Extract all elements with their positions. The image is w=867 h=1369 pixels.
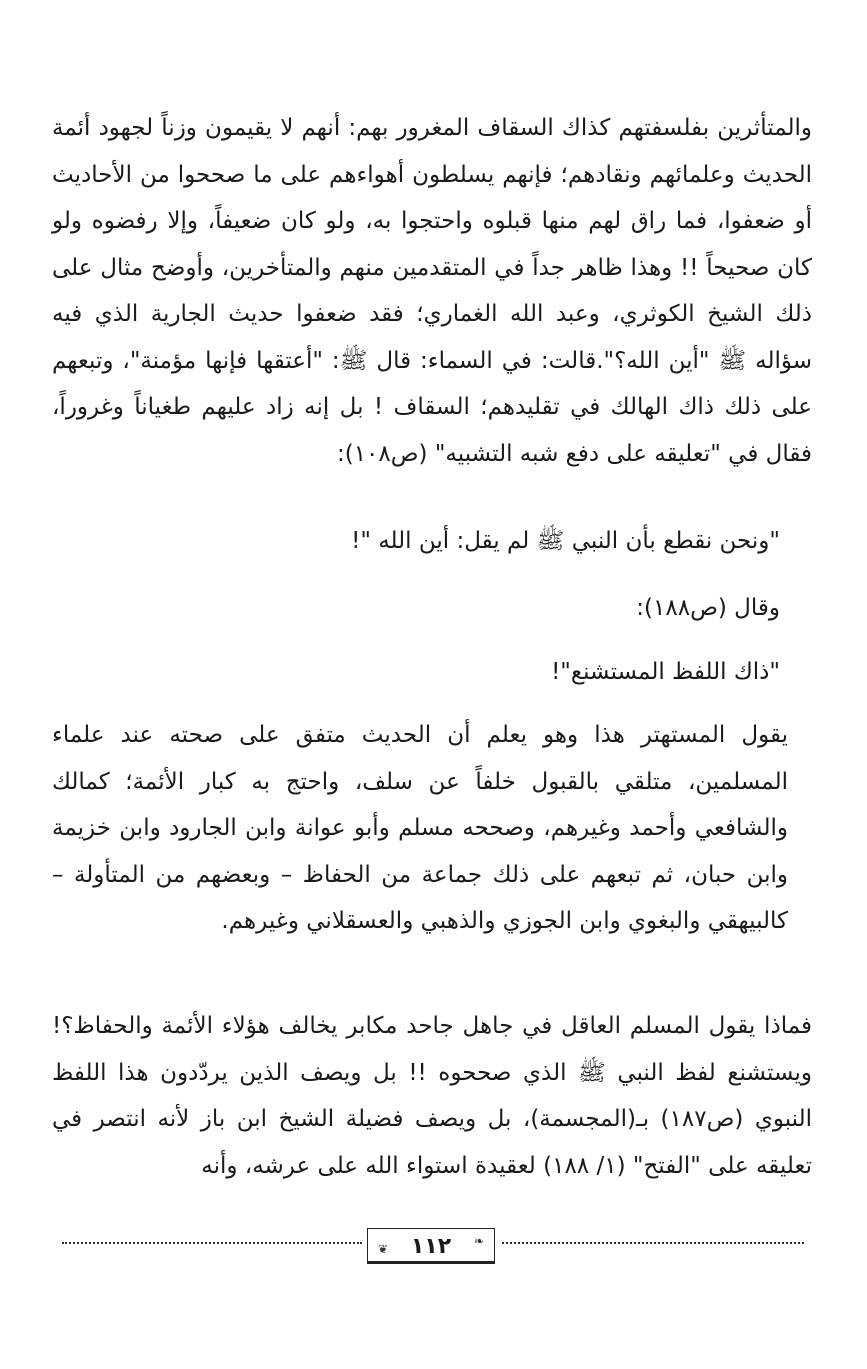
page-number-box <box>367 1228 495 1264</box>
footer-dotted-rule-right <box>502 1242 804 1244</box>
ornament-icon: ❧ <box>473 1234 484 1248</box>
ornament-icon: ❦ <box>378 1242 389 1256</box>
page-number: ١١٢ <box>410 1234 452 1259</box>
quote-repugnant-wording: "ذاك اللفظ المستشنع"! <box>551 659 780 685</box>
citation-line: وقال (ص١٨٨): <box>636 595 780 621</box>
page-footer <box>62 1228 804 1268</box>
paragraph-hadith-authenticity: يقول المستهتر هذا وهو يعلم أن الحديث متفق على صحته عند علماء المسلمين، متلقي بالقبول خلفاً عن سلف، واحتج به كبار الأئمة؛ كمالك والشافعي وأحمد وغيرهم، وصححه مسلم وأبو عوانة وابن الجارود وابن خزيمة وابن حبان، ثم تبعهم على ذلك جماعة من الحفاظ – وبعضهم من المتأولة – كالبيهقي والبغوي وابن الجوزي والذهبي والعسقلاني وغيرهم. <box>52 722 788 934</box>
quote-no-where-is-allah: "ونحن نقطع بأن النبي ﷺ لم يقل: أين الله "! <box>351 528 780 554</box>
paragraph-rebuttal: فماذا يقول المسلم العاقل في جاهل جاحد مكابر يخالف هؤلاء الأئمة والحفاظ؟! ويستشنع لفظ النبي ﷺ الذي صححوه !! بل ويصف الذين يردّدون هذا اللفظ النبوي (ص١٨٧) بـ(المجسمة)، بل ويصف فضيلة الشيخ ابن باز لأنه انتصر في تعليقه على "الفتح" (١/ ١٨٨) لعقيدة استواء الله على عرشه، وأنه <box>52 1013 812 1179</box>
paragraph-intro: والمتأثرين بفلسفتهم كذاك السقاف المغرور بهم: أنهم لا يقيمون وزناً لجهود أئمة الحديث وعلمائهم ونقادهم؛ فإنهم يسلطون أهواءهم على ما صححوا من الأحاديث أو ضعفوا، فما راق لهم منها قبلوه واحتجوا به، ولو كان ضعيفاً، وإلا رفضوه ولو كان صحيحاً !! وهذا ظاهر جداً في المتقدمين منهم والمتأخرين، وأوضح مثال على ذلك الشيخ الكوثري، وعبد الله الغماري؛ فقد ضعفوا حديث الجارية الذي فيه سؤاله ﷺ "أين الله؟".قالت: في السماء: قال ﷺ: "أعتقها فإنها مؤمنة"، وتبعهم على ذلك ذاك الهالك في تقليدهم؛ السقاف ! بل إنه زاد عليهم طغياناً وغروراً، فقال في "تعليقه على دفع شبه التشبيه" (ص١٠٨): <box>52 115 812 467</box>
footer-dotted-rule-left <box>62 1242 362 1244</box>
